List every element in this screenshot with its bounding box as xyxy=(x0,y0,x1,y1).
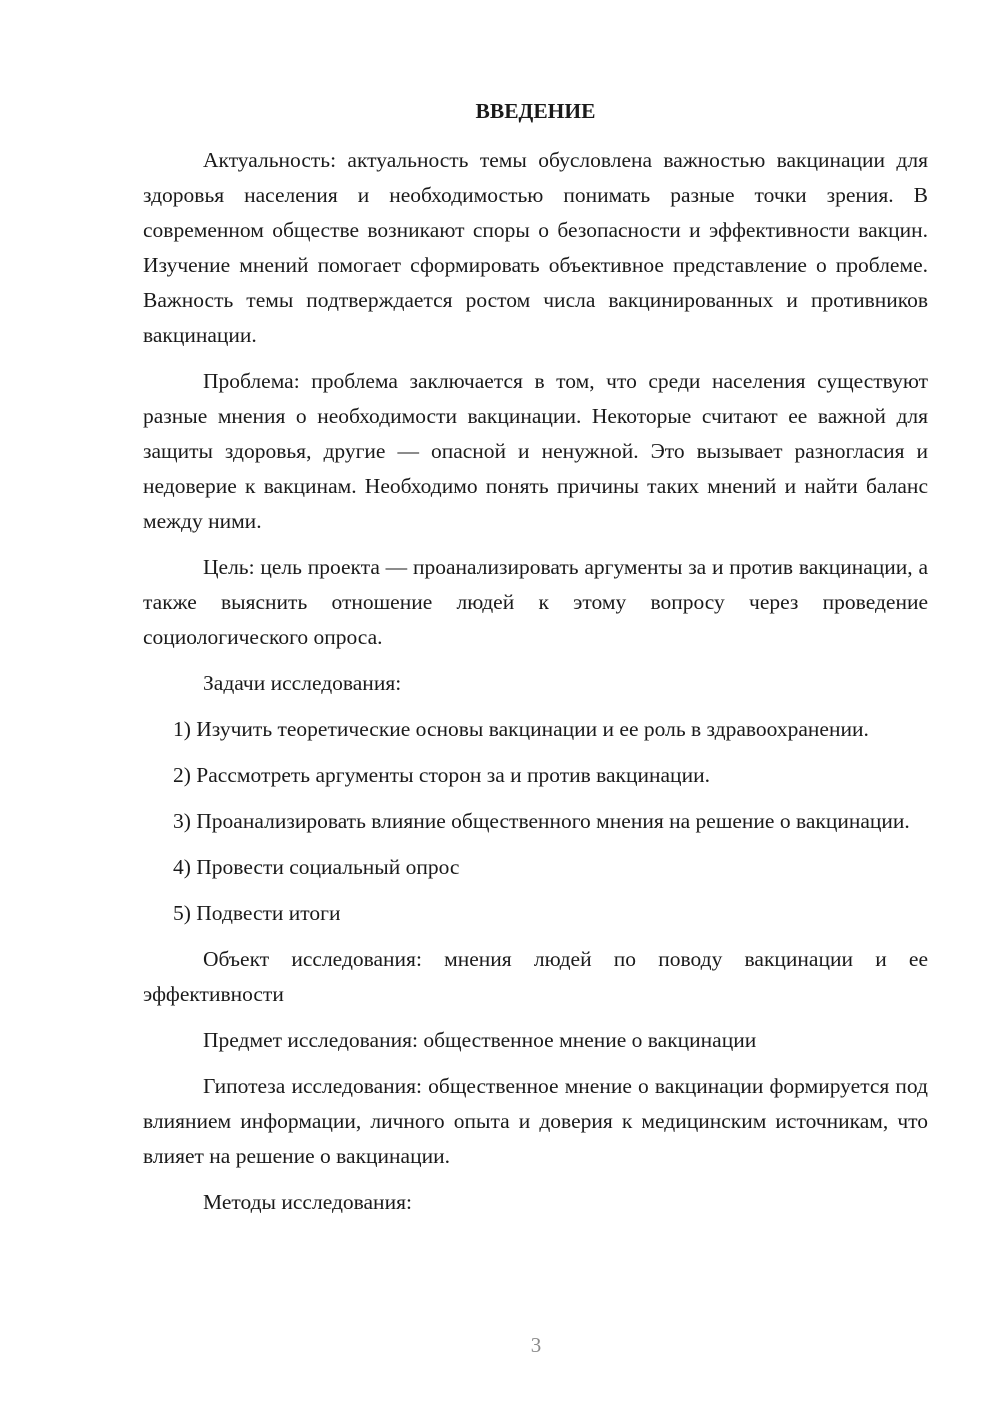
task-item-5: 5) Подвести итоги xyxy=(173,901,341,925)
methods-heading: Методы исследования: xyxy=(203,1190,412,1214)
task-item-3: 3) Проанализировать влияние общественного мнения на решение о вакцинации. xyxy=(173,809,910,833)
page-body xyxy=(143,94,928,1231)
task-item-1: 1) Изучить теоретические основы вакцинации и ее роль в здравоохранении. xyxy=(173,717,869,741)
task-item-4: 4) Провести социальный опрос xyxy=(173,855,460,879)
goal-paragraph: Цель: цель проекта — проанализировать аргументы за и против вакцинации, а также выяснить отношение людей к этому вопросу через проведение социологического опроса. xyxy=(143,555,928,649)
relevance-paragraph: Актуальность: актуальность темы обусловлена важностью вакцинации для здоровья населения и необходимостью понимать разные точки зрения. В современном обществе возникают споры о безопасности и эффективности вакцин. Изучение мнений помогает сформировать объективное представление о проблеме. Важность темы подтверждается ростом числа вакцинированных и противников вакцинации. xyxy=(143,148,928,347)
section-title: ВВЕДЕНИЕ xyxy=(475,99,596,123)
hypothesis-paragraph: Гипотеза исследования: общественное мнение о вакцинации формируется под влиянием информации, личного опыта и доверия к медицинским источникам, что влияет на решение о вакцинации. xyxy=(143,1074,928,1168)
task-item-2: 2) Рассмотреть аргументы сторон за и против вакцинации. xyxy=(173,763,710,787)
subject-paragraph: Предмет исследования: общественное мнение о вакцинации xyxy=(203,1028,757,1052)
page-number: 3 xyxy=(530,1333,542,1357)
problem-paragraph: Проблема: проблема заключается в том, что среди населения существуют разные мнения о необходимости вакцинации. Некоторые считают ее важной для защиты здоровья, другие — опасной и ненужной. Это вызывает разногласия и недоверие к вакцинам. Необходимо понять причины таких мнений и найти баланс между ними. xyxy=(143,369,928,533)
tasks-heading: Задачи исследования: xyxy=(203,671,402,695)
object-paragraph: Объект исследования: мнения людей по поводу вакцинации и ее эффективности xyxy=(143,947,928,1006)
